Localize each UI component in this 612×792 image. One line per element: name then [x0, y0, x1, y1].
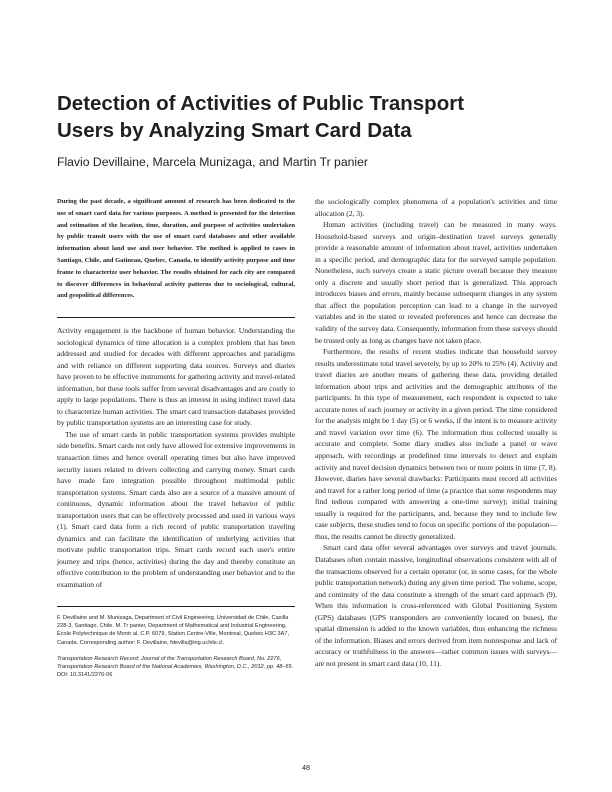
abstract — [57, 196, 295, 302]
paragraph: Human activities (including travel) can be measured in many ways. Household-based surveys and origin–destination travel surveys generally provide a reasonable amount of information about travel, activities undertaken in a specific period, and demographic data for the surveyed sample population. Nonetheless, such surveys create a static picture overall because they measure only a discrete and usually short period that is generalized. This approach introduces biases and errors, mainly because subsequent changes in any system that affect the population perception can lead to a change in the surveyed variables and in the stated or revealed preferences and hence can decrease the validity of the survey data. Consequently, information from these surveys should be trusted only as long as changes have not taken place. — [315, 220, 557, 345]
paragraph: the sociologically complex phenomena of a population's activities and time allocation (2, 3). — [315, 197, 557, 218]
doi: DOI: 10.3141/2276-06 — [57, 672, 113, 679]
page-number: 48 — [302, 763, 310, 772]
paragraph: Smart card data offer several advantages over surveys and travel journals. Databases often contain massive, longitudinal observations consistent with all of the transactions observed for a certain operator (or, in some cases, for the whole public transportation network) during any given time period. The volume, scope, and continuity of the data constitute a strength of the smart card approach (9). When this information is cross-referenced with Global Positioning System (GPS) databases (GPS transponders are conveniently located on buses), the spatial dimension is added to the known variables, thus enhancing the richness of the information. Biases and errors derived from item nonresponse and lack of accuracy or truthfulness in the answers—rather common issues with surveys—are not present in smart card data (10, 11). — [315, 543, 557, 668]
paragraph: Activity engagement is the backbone of human behavior. Understanding the sociological dynamics of time allocation is a complex problem that has been addressed and studied for decades with different approaches and paradigms and with reliance on different supporting data sources. Surveys and diaries have proven to be effective instruments for gathering activity and travel-related information, but these tools suffer from several disadvantages and are costly to apply to large populations. There is thus an interest in using indirect travel data to characterize human activities. The smart card transaction databases provided by public transportation systems are an interesting case for study. — [57, 326, 295, 428]
footnote-divider — [57, 606, 295, 607]
article-title — [57, 90, 557, 144]
footnotes — [57, 614, 295, 679]
author-list: Flavio Devillaine, Marcela Munizaga, and Martin Tr panier — [57, 155, 368, 169]
paragraph: Furthermore, the results of recent studies indicate that household survey results underestimate total travel severely, by up to 20% to 25% (4). Activity and travel diaries are another means of gathering these data, providing detailed information about trips and activities and the demographic attributes of the participants. In this type of measurement, each respondent is expected to take accurate notes of each journey or activity in a given period. The time considered for the analysis might be 1 day (5) or 6 weeks, if the intent is to measure activity and travel variation over time (6). The information thus collected usually is accurate and complete. Some diary studies also include a panel or wave approach, with recordings at predefined time intervals to detect and explain activity and travel decision dynamics between two or more points in time (7, 8). However, diaries have several drawbacks: Participants must record all activities and travel for a rather long period of time (a practice that some respondents may find tedious compared with answering a one-time survey); initial training usually is required for the participants, and, because they tend to include few case subjects, these studies tend to focus on specific portions of the population—thus, the results cannot be directly generalized. — [315, 347, 558, 541]
body-column-right — [315, 196, 557, 669]
abstract-text: During the past decade, a significant amount of research has been dedicated to the use of smart card data for various purposes. A method is presented for the detection and estimation of the location, time, duration, and purpose of activities undertaken by public transit users with the use of smart card databases and other available information about land use and user behavior. The method is applied to cases in Santiago, Chile, and Gatineau, Quebec, Canada, to identify activity purpose and time frame to characterize user behavior. The results obtained for each city are compared to discover differences in behavioral activity patterns due to sociological, cultural, and geopolitical differences. — [57, 198, 295, 300]
paragraph: The use of smart cards in public transportation systems provides multiple side benefits. Smart cards not only have allowed for extensive improvements in transaction times and hence overall operating times but also have improved security issues related to drivers collecting and carrying money. Smart cards have made fare integration possible throughout multimodal public transportation systems. Smart cards also are a source of a massive amount of continuous, dynamic information about the travel behavior of public transportation users that can be effectively processed and used in various ways (1). Smart card data form a rich record of public transportation traveling dynamics and can facilitate the identification of underlying activities that motivate public transportation trips. Smart cards record each user's entire journey and trips (hence, activities) during the day and thereby constitute an effective contribution to the problem of understanding user behavior and to the examination of — [57, 429, 295, 590]
title-line-1: Detection of Activities of Public Transport — [57, 92, 465, 115]
journal-citation: Transportation Research Record: Journal of the Transportation Research Board, No. 2276, Transportation Research Board of the National Academies, Washington, D.C., 2012, pp. 48–55. — [57, 655, 294, 671]
title-line-2: Users by Analyzing Smart Card Data — [57, 119, 412, 142]
body-column-left — [57, 325, 295, 591]
affiliation-note: F. Devillaine and M. Munizaga, Department of Civil Engineering, Universidad de Chile, Casilla 228-3, Santiago, Chile. M. Tr panier, Department of Mathematical and Industrial Engineering, Ecole Polytechnique de Montr al, C.P. 6079, Station Centre-Ville, Montreal, Quebec H3C 3A7, Canada. Corresponding author: F. Devillaine, fdevilla@ing.uchile.cl. — [57, 615, 290, 646]
abstract-divider — [57, 317, 295, 318]
